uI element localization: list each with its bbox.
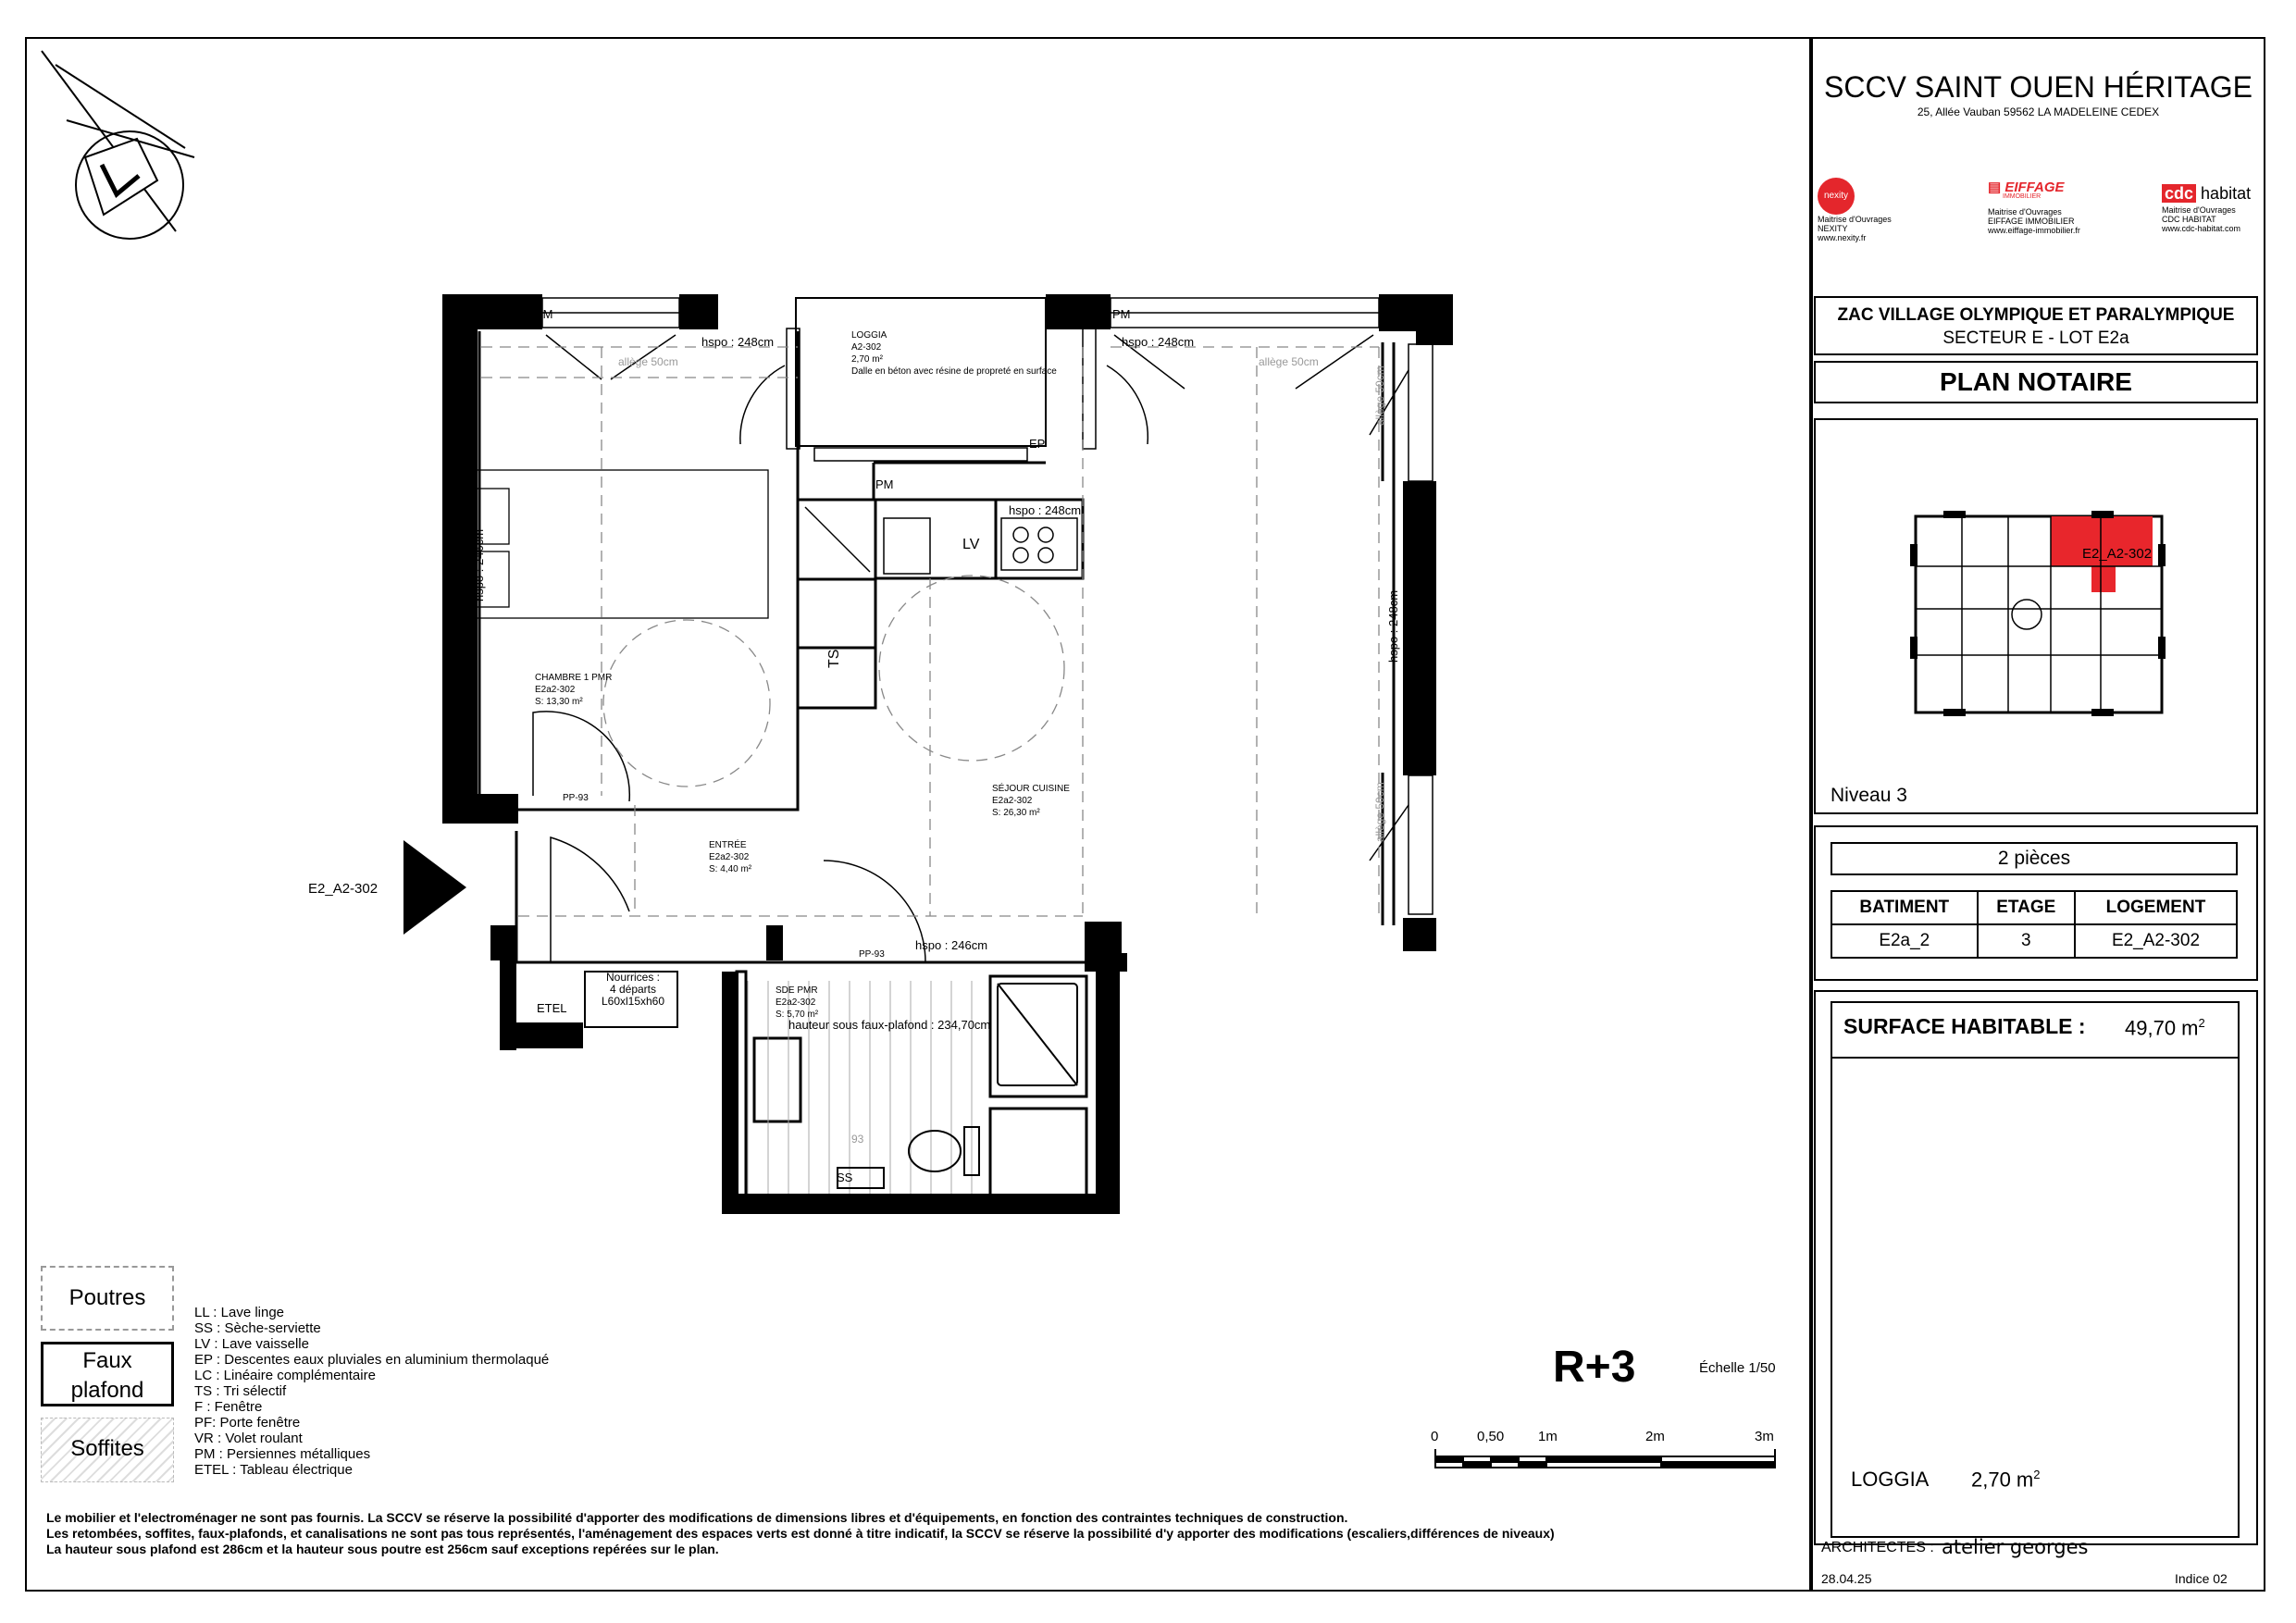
scale-label: Échelle 1/50 bbox=[1699, 1360, 1776, 1376]
allege-label-3: allège 50cm bbox=[1373, 365, 1386, 426]
pp93-label-2: PP-93 bbox=[859, 949, 885, 960]
hspo-label-2: hspo : 248cm bbox=[1122, 335, 1195, 349]
architects-name: atelier georges bbox=[1942, 1536, 2089, 1558]
north-arrow-icon bbox=[42, 51, 194, 239]
entry-unit-label: E2_A2-302 bbox=[308, 881, 379, 897]
scale-tick-2m: 2m bbox=[1645, 1429, 1665, 1444]
company-address: 25, Allée Vauban 59562 LA MADELEINE CEDEX bbox=[1917, 105, 2160, 118]
legend-faux-plafond: Faux plafond bbox=[41, 1342, 174, 1406]
hspo-label-4: hspo : 246cm bbox=[915, 938, 988, 952]
pp93-label-1: PP-93 bbox=[563, 793, 589, 803]
pm-label-1: PM bbox=[535, 307, 553, 321]
entry-arrow-icon bbox=[403, 840, 466, 935]
bathroom-label: SDE PMR E2a2-302 S: 5,70 m² bbox=[776, 985, 819, 1020]
loggia-label: LOGGIA A2-302 2,70 m² Dalle en béton avec résine de propreté en surface bbox=[851, 330, 1057, 377]
lv-label: LV bbox=[962, 537, 980, 552]
hspo-label-3: hspo : 248cm bbox=[1009, 503, 1082, 517]
pieces-label: 2 pièces bbox=[1831, 842, 2238, 875]
ss-label: SS bbox=[837, 1171, 853, 1184]
unit-table bbox=[1831, 890, 2238, 959]
scale-tick-050: 0,50 bbox=[1477, 1429, 1505, 1444]
value-etage: 3 bbox=[1978, 924, 2075, 958]
allege-label-2: allège 50cm bbox=[1259, 355, 1319, 368]
scale-tick-1m: 1m bbox=[1538, 1429, 1558, 1444]
nexity-logo-icon: nexity bbox=[1818, 178, 1855, 215]
n93-label: 93 bbox=[851, 1133, 864, 1146]
allege-label-4: allège 50cm bbox=[1373, 782, 1386, 842]
bathroom-fixtures bbox=[838, 984, 1077, 1188]
project-title: ZAC VILLAGE OLYMPIQUE ET PARALYMPIQUE bbox=[1837, 305, 2235, 325]
partner-eiffage: ▤ EIFFAGE IMMOBILIER Maitrise d'Ouvrages EIFFAGE IMMOBILIER www.eiffage-immobilier.fr bbox=[1988, 183, 2136, 235]
cdc-logo-icon: cdc habitat bbox=[2162, 181, 2264, 205]
dashed-elements bbox=[481, 347, 1379, 916]
surface-label: SURFACE HABITABLE : bbox=[1843, 1014, 2086, 1038]
keyplan-unit-label: E2_A2-302 bbox=[2082, 546, 2153, 562]
legend-poutres: Poutres bbox=[41, 1266, 174, 1331]
ep-label: EP bbox=[1029, 437, 1046, 451]
project-subtitle: SECTEUR E - LOT E2a bbox=[1942, 328, 2129, 348]
scale-tick-0: 0 bbox=[1431, 1429, 1439, 1444]
header-logement: LOGEMENT bbox=[2075, 891, 2237, 924]
header-etage: ETAGE bbox=[1978, 891, 2075, 924]
ts-label: TS bbox=[826, 649, 842, 668]
hspo-label-1: hspo : 248cm bbox=[701, 335, 775, 349]
footer-index: Indice 02 bbox=[2175, 1571, 2228, 1586]
eiffage-logo-icon: ▤ EIFFAGE bbox=[1988, 180, 2065, 195]
legend-soffites: Soffites bbox=[41, 1418, 174, 1482]
scale-tick-3m: 3m bbox=[1755, 1429, 1774, 1444]
loggia-surface-label: LOGGIA bbox=[1851, 1468, 1930, 1491]
scale-bar bbox=[1435, 1449, 1775, 1468]
bedroom-label: CHAMBRE 1 PMR E2a2-302 S: 13,30 m² bbox=[535, 673, 613, 707]
walls bbox=[442, 294, 1453, 1214]
keyplan-drawing bbox=[1906, 507, 2166, 722]
loggia-surface-value: 2,70 $m^2$ bbox=[1971, 1468, 2041, 1492]
etel-label: ETEL bbox=[537, 1001, 567, 1015]
architects-label: ARCHITECTES : bbox=[1821, 1540, 1934, 1555]
bed bbox=[463, 470, 768, 618]
surface-inner-box bbox=[1831, 1001, 2240, 1538]
nourrices-label: Nourrices : 4 départs L60xl15xh60 bbox=[601, 971, 665, 1008]
doc-type-box: PLAN NOTAIRE bbox=[1814, 361, 2258, 403]
pm-label-3: PM bbox=[875, 477, 894, 491]
value-batiment: E2a_2 bbox=[1831, 924, 1978, 958]
hsfp-label: hauteur sous faux-plafond : 234,70cm bbox=[788, 1018, 991, 1032]
partner-nexity: nexity Maitrise d'Ouvrages NEXITY www.nexity.fr bbox=[1818, 178, 1956, 242]
partner-cdc: cdc habitat Maitrise d'Ouvrages CDC HABITAT www.cdc-habitat.com bbox=[2162, 181, 2264, 233]
level-code: R+3 bbox=[1553, 1343, 1636, 1392]
value-logement: E2_A2-302 bbox=[2075, 924, 2237, 958]
keyplan-level: Niveau 3 bbox=[1831, 785, 1907, 806]
disclaimers: Le mobilier et l'electroménager ne sont pas fournis. La SCCV se réserve la possibilité d'apporter des modifications de dimensions libres et d'équipements, en fonction des contraintes techniques de construction. Les retombées, soffites, faux-plafonds, et canalisations ne sont pas tous représentés, l'aménagement des espaces verts est donné à titre indicatif, la SCCV se réserve la possibilité d'y apporter des modifications (escaliers,différences de niveaux) La hauteur sous plafond est 286cm et la hauteur sous poutre est 256cm sauf exceptions repérées sur le plan. bbox=[46, 1510, 1555, 1556]
surface-value: 49,70 $m^2$ bbox=[2125, 1016, 2205, 1040]
allege-label-1: allège 50cm bbox=[618, 355, 678, 368]
living-label: SÉJOUR CUISINE E2a2-302 S: 26,30 m² bbox=[992, 784, 1070, 818]
header-batiment: BATIMENT bbox=[1831, 891, 1978, 924]
project-box bbox=[1814, 296, 2258, 355]
hspo-label-6: hspo : 248cm bbox=[1386, 589, 1400, 663]
footer-date: 28.04.25 bbox=[1821, 1571, 1872, 1586]
pm-label-2: PM bbox=[1112, 307, 1131, 321]
abbreviations-list: LL : Lave linge SS : Sèche-serviette LV : Lave vaisselle EP : Descentes eaux pluviales en aluminium thermolaqué LC : Linéaire complémentaire TS : Tri sélectif F : Fenêtre PF: Porte fenêtre VR : Volet roulant PM : Persiennes métalliques ETEL : Tableau électrique bbox=[194, 1305, 550, 1478]
hspo-label-5: hspo : 246cm bbox=[472, 528, 486, 601]
door-swings bbox=[533, 335, 1409, 962]
company-name: SCCV SAINT OUEN HÉRITAGE bbox=[1824, 70, 2253, 104]
entry-label: ENTRÉE E2a2-302 S: 4,40 m² bbox=[709, 840, 752, 874]
windows bbox=[542, 298, 1433, 914]
